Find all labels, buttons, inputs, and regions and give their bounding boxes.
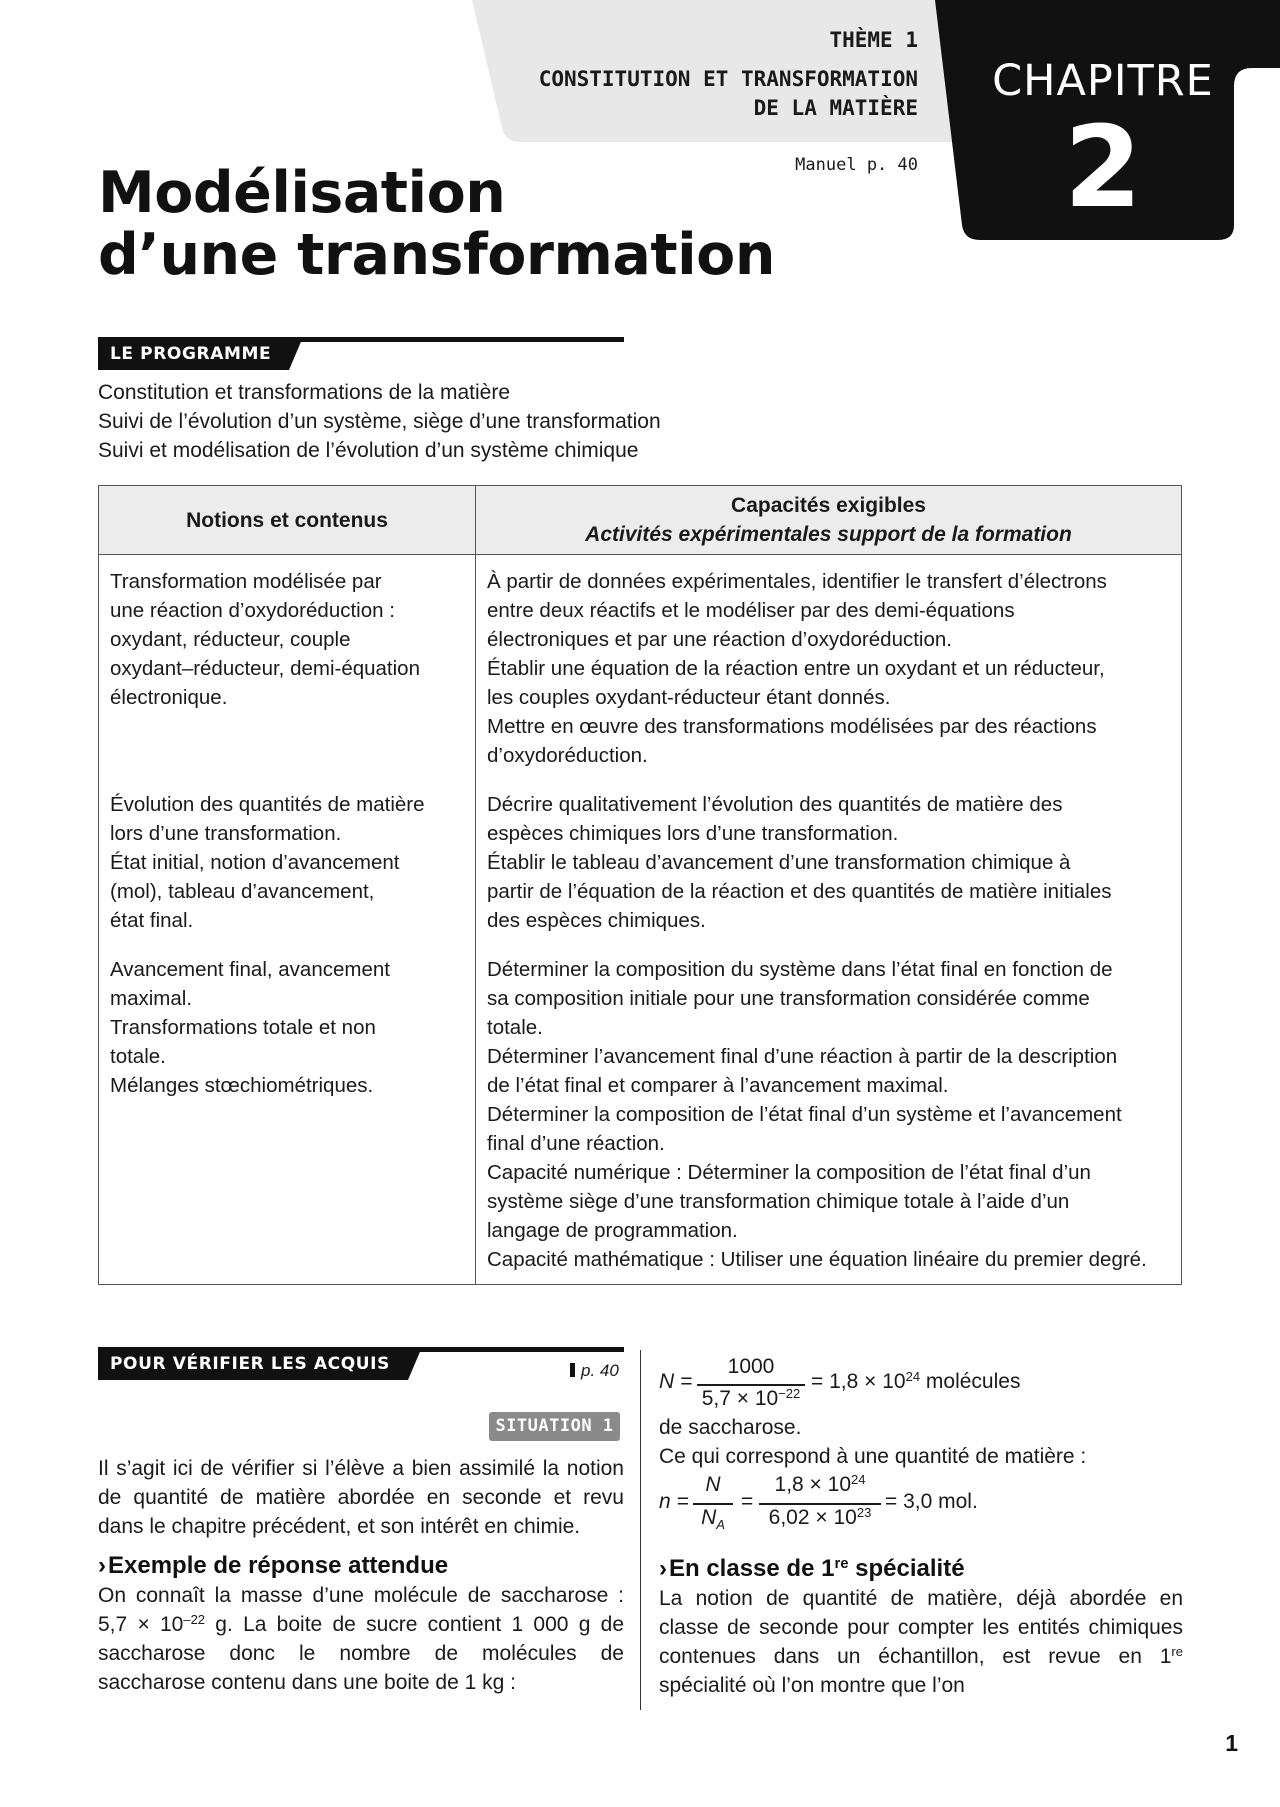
acquis-intro: Il s’agit ici de vérifier si l’élève a bien assimilé la notion de quantité de matière abordée en seconde et revu dans le chapitre précédent, et son intérêt en chimie. [98, 1457, 624, 1538]
cell-line: totale. [110, 1045, 166, 1068]
formula2-num1: N [705, 1473, 721, 1496]
chapter-label: CHAPITRE [992, 56, 1214, 106]
cell-line: Capacité numérique : Déterminer la composition de l’état final d’un [487, 1161, 1091, 1184]
cell-line: oxydant, réducteur, couple [110, 628, 351, 651]
cell-line: système siège d’une transformation chimique totale à l’aide d’un [487, 1190, 1070, 1213]
notions-cell [99, 780, 476, 945]
cell-line: maximal. [110, 987, 193, 1010]
cell-line: Transformation modélisée par [110, 570, 382, 593]
formula2-den2-exp: 23 [856, 1504, 872, 1520]
capacites-cell [476, 780, 1182, 945]
cell-line: électroniques et par une réaction d’oxydoréduction. [487, 628, 952, 651]
formula1-denominator [697, 1387, 805, 1411]
programme-line: Constitution et transformations de la matière [98, 381, 511, 404]
table-header-row [99, 486, 1182, 555]
cell-line: les couples oxydant-réducteur étant donnés. [487, 686, 891, 709]
cell-line: de l’état final et comparer à l’avancement maximal. [487, 1074, 949, 1097]
formula2-num2-base: 1,8 × 10 [774, 1473, 851, 1496]
formula1-result [811, 1370, 1020, 1394]
cell-line: Mélanges stœchiométriques. [110, 1074, 374, 1097]
formula2-num2 [759, 1473, 881, 1497]
formula2-eq: = [741, 1490, 754, 1513]
theme-title-line2: DE LA MATIÈRE [753, 96, 918, 120]
page-number: 1 [1225, 1730, 1238, 1756]
cell-line: des espèces chimiques. [487, 909, 706, 932]
formula2-den1-base: N [701, 1506, 717, 1529]
cell-line: entre deux réactifs et le modéliser par des demi-équations [487, 599, 1015, 622]
example-heading: ›Exemple de réponse attendue [98, 1552, 449, 1579]
programme-line: Suivi de l’évolution d’un système, siège d’une transformation [98, 410, 661, 433]
cell-line: Établir le tableau d’avancement d’une transformation chimique à [487, 851, 1071, 874]
cell-line: Déterminer la composition de l’état final d’un système et l’avancement [487, 1103, 1122, 1126]
classe-text-a: La notion de quantité de matière, déjà abordée en classe de seconde pour compter les entités chimiques contenues dans un échantillon, est revue en 1 [659, 1587, 1183, 1668]
fraction-bar [693, 1503, 733, 1505]
formula1-result-exp: 24 [905, 1368, 921, 1384]
cell-line: final d’une réaction. [487, 1132, 665, 1155]
cell-line: Évolution des quantités de matière [110, 793, 425, 816]
cell-line: lors d’une transformation. [110, 822, 342, 845]
programme-list [98, 378, 661, 465]
acquis-right-text2 [659, 1554, 1183, 1700]
acquis-page-ref-text: p. 40 [581, 1361, 619, 1380]
formula1-result-unit: molécules [920, 1370, 1021, 1393]
formula2-den1 [693, 1506, 733, 1532]
cell-line: partir de l’équation de la réaction et des quantités de matière initiales [487, 880, 1112, 903]
acquis-right-text1 [659, 1413, 1183, 1471]
cell-line: Déterminer la composition du système dans l’état final en fonction de [487, 958, 1113, 981]
acquis-heading [98, 1347, 624, 1380]
acquis-page-ref [570, 1361, 619, 1381]
chapter-number: 2 [1064, 103, 1142, 233]
formula-molecules [659, 1355, 1179, 1413]
page-title [98, 162, 775, 286]
col-header-notions: Notions et contenus [99, 486, 476, 555]
programme-heading [98, 337, 624, 370]
formula2-num2-exp: 24 [851, 1471, 866, 1487]
formula1-den-exp: −22 [778, 1385, 801, 1401]
programme-table [98, 485, 1182, 1285]
cell-line: d’oxydoréduction. [487, 744, 648, 767]
acquis-heading-label: POUR VÉRIFIER LES ACQUIS [98, 1347, 408, 1380]
notions-cell [99, 555, 476, 781]
cell-line: état final. [110, 909, 194, 932]
table-row [99, 945, 1182, 1285]
cell-line: Établir une équation de la réaction entre un oxydant et un réducteur, [487, 657, 1105, 680]
cell-line: une réaction d’oxydoréduction : [110, 599, 395, 622]
cell-line: À partir de données expérimentales, identifier le transfert d’électrons [487, 570, 1107, 593]
programme-line: Suivi et modélisation de l’évolution d’un système chimique [98, 439, 639, 462]
formula2-fraction1 [693, 1473, 733, 1535]
formula2-result: = 3,0 mol. [885, 1490, 978, 1513]
cell-line: oxydant–réducteur, demi-équation [110, 657, 420, 680]
cell-line: État initial, notion d’avancement [110, 851, 400, 874]
cell-line: Déterminer l’avancement final d’une réaction à partir de la description [487, 1045, 1118, 1068]
acquis-left-column [98, 1454, 624, 1697]
formula2-den1-sub: A [716, 1517, 725, 1533]
formula2-den2 [759, 1506, 881, 1530]
capacites-cell [476, 555, 1182, 781]
cell-line: (mol), tableau d’avancement, [110, 880, 375, 903]
classe-heading-sup: re [834, 1555, 849, 1572]
classe-text [659, 1584, 1183, 1700]
example-text-b: g. La boite de sucre contient 1 000 g de saccharose donc le nombre de molécules de saccharose contenu dans une boite de 1 kg : [98, 1613, 624, 1694]
classe-text-sup: re [1171, 1643, 1183, 1659]
cell-line: Avancement final, avancement [110, 958, 390, 981]
capacites-cell [476, 945, 1182, 1285]
theme-number: THÈME 1 [829, 28, 918, 52]
formula2-den2-base: 6,02 × 10 [768, 1506, 857, 1529]
situation-badge: SITUATION 1 [489, 1412, 620, 1441]
cell-line: Décrire qualitativement l’évolution des quantités de matière des [487, 793, 1063, 816]
formula2-lhs: n = [659, 1490, 689, 1513]
notions-cell [99, 945, 476, 1285]
example-text [98, 1581, 624, 1697]
table-row [99, 555, 1182, 781]
cell-line: Mettre en œuvre des transformations modélisées par des réactions [487, 715, 1097, 738]
formula2-fraction2 [759, 1473, 881, 1535]
classe-heading-b: spécialité [848, 1555, 965, 1582]
classe-heading-a: En classe de 1 [669, 1555, 835, 1582]
col-header-capacites-subtitle: Activités expérimentales support de la formation [585, 523, 1072, 546]
example-exponent: –22 [183, 1611, 206, 1627]
theme-label [539, 26, 918, 123]
classe-text-b: spécialité où l’on montre que l’on [659, 1674, 965, 1697]
formula1-result-base: = 1,8 × 10 [811, 1370, 906, 1393]
formula1-numerator: 1000 [727, 1355, 775, 1378]
corresponds-text: Ce qui correspond à une quantité de matière : [659, 1445, 1087, 1468]
after-formula1: de saccharose. [659, 1416, 802, 1439]
theme-title-line1: CONSTITUTION ET TRANSFORMATION [538, 67, 918, 91]
cell-line: totale. [487, 1016, 543, 1039]
formula-quantity [659, 1473, 1179, 1535]
cell-line: Transformations totale et non [110, 1016, 376, 1039]
col-header-capacites [476, 486, 1182, 555]
cell-line: électronique. [110, 686, 228, 709]
formula1-lhs: N = [659, 1370, 693, 1393]
example-text-a: On connaît la masse d’une molécule de saccharose : 5,7 × 10 [98, 1584, 624, 1636]
programme-heading-label: LE PROGRAMME [98, 337, 289, 370]
page-title-line1: Modélisation [98, 160, 506, 226]
col-header-capacites-title: Capacités exigibles [731, 494, 926, 517]
manuel-reference: Manuel p. 40 [795, 155, 918, 175]
page-title-line2: d’une transformation [98, 222, 775, 288]
formula1-fraction [697, 1355, 805, 1413]
cell-line: Capacité mathématique : Utiliser une équation linéaire du premier degré. [487, 1248, 1147, 1271]
example-heading-text: Exemple de réponse attendue [108, 1552, 449, 1579]
cell-line: sa composition initiale pour une transformation considérée comme [487, 987, 1090, 1010]
table-row [99, 780, 1182, 945]
classe-heading: ›En classe de 1re spécialité [659, 1555, 965, 1582]
formula1-den-base: 5,7 × 10 [701, 1387, 779, 1410]
column-divider [640, 1350, 641, 1710]
cell-line: langage de programmation. [487, 1219, 738, 1242]
cell-line: espèces chimiques lors d’une transformation. [487, 822, 899, 845]
page-ref-marker [570, 1363, 575, 1377]
